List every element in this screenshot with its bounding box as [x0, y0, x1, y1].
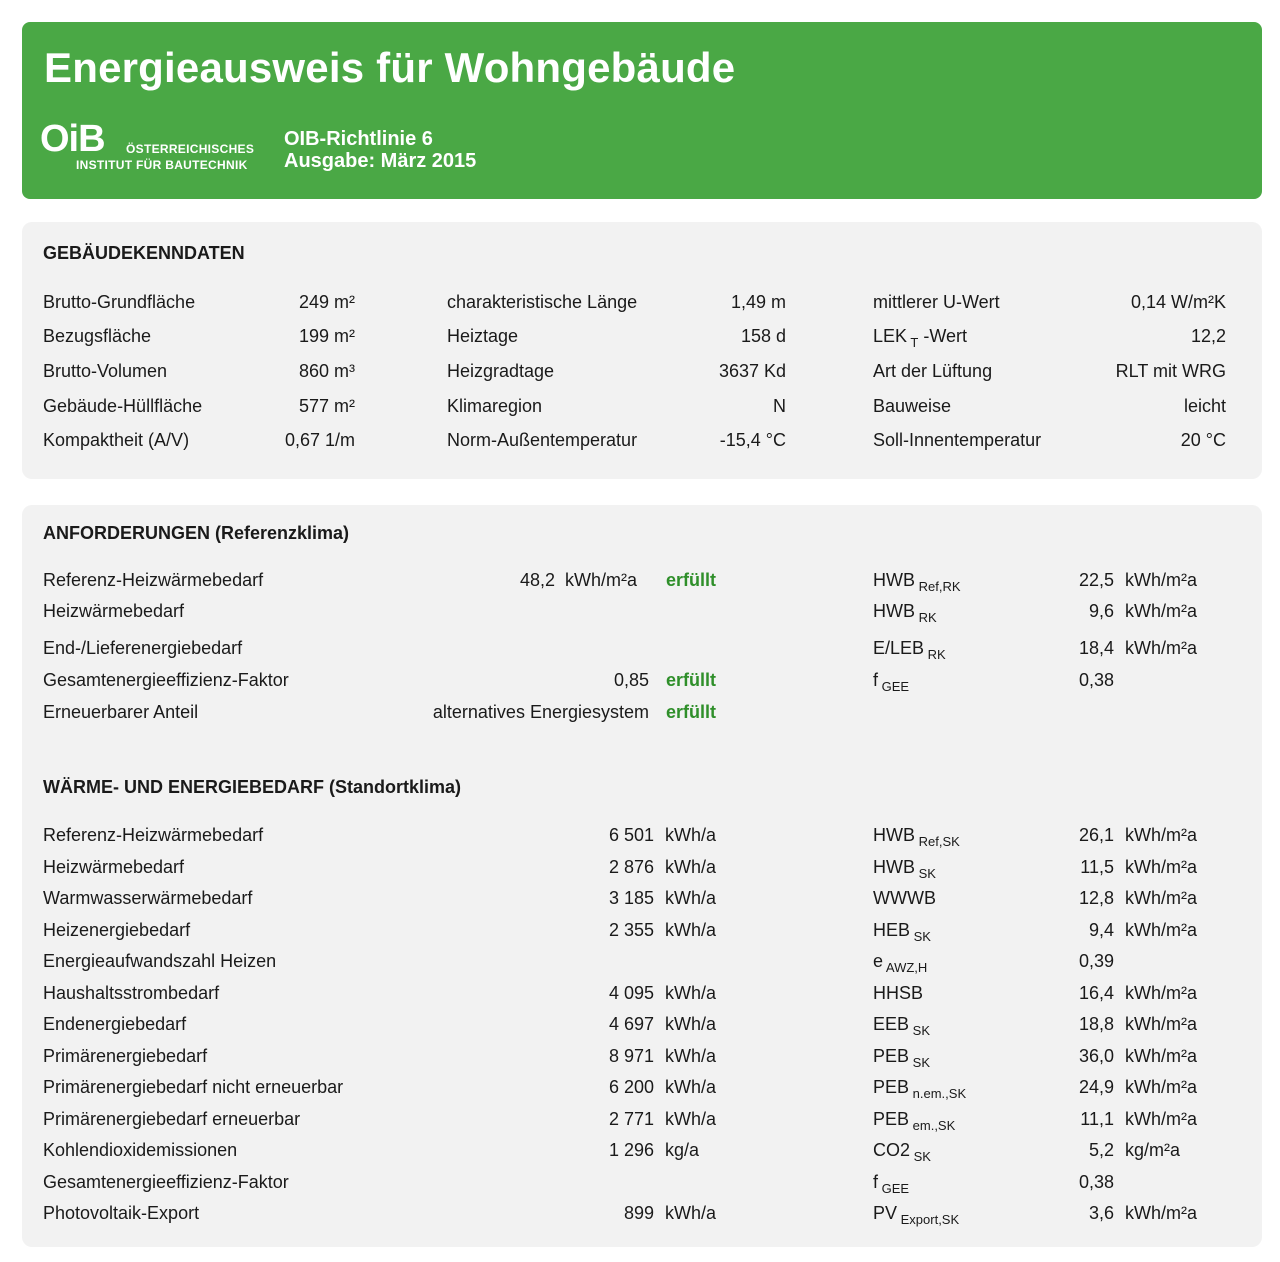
- demand-value: 4 697: [608, 1014, 654, 1034]
- demand-specific-unit: kWh/m²a: [1125, 857, 1197, 877]
- demand-value: 2 876: [608, 857, 654, 877]
- building-label: Heiztage: [447, 326, 519, 346]
- building-value: 199 m²: [298, 326, 355, 346]
- demand-specific-unit: kWh/m²a: [1125, 1046, 1197, 1066]
- demand-symbol: HHSB: [873, 983, 924, 1003]
- demand-specific-value: 24,9: [1078, 1077, 1114, 1097]
- demand-specific-unit: kWh/m²a: [1125, 825, 1197, 845]
- requirements-heading: ANFORDERUNGEN (Referenzklima): [43, 523, 350, 543]
- demand-label: Photovoltaik-Export: [43, 1203, 200, 1223]
- requirement-value: alternatives Energiesystem: [432, 702, 649, 722]
- demand-specific-value: 5,2: [1088, 1140, 1114, 1160]
- oib-logo-line2: INSTITUT FÜR BAUTECHNIK: [76, 158, 248, 172]
- demand-unit: kg/a: [665, 1140, 700, 1160]
- demand-value: 4 095: [608, 983, 654, 1003]
- demand-value: 6 200: [608, 1077, 654, 1097]
- requirement-ref-unit: kWh/m²a: [1125, 601, 1197, 621]
- building-label: Brutto-Volumen: [43, 361, 168, 381]
- header-banner: [22, 22, 1262, 199]
- demand-label: Warmwasserwärmebedarf: [43, 888, 253, 908]
- demand-specific-value: 3,6: [1088, 1203, 1114, 1223]
- requirement-ref-value: 0,38: [1078, 670, 1114, 690]
- demand-specific-unit: kWh/m²a: [1125, 1203, 1197, 1223]
- building-data-heading: GEBÄUDEKENNDATEN: [43, 243, 245, 263]
- guideline-edition: Ausgabe: März 2015: [284, 150, 477, 172]
- demand-label: Referenz-Heizwärmebedarf: [43, 825, 264, 845]
- demand-symbol: f $_{GEE}$: [873, 1172, 910, 1196]
- demand-symbol: WWWB: [873, 888, 936, 908]
- requirement-value: 0,85: [613, 670, 649, 690]
- demand-specific-unit: kWh/m²a: [1125, 1109, 1197, 1129]
- demand-heading: WÄRME- UND ENERGIEBEDARF (Standortklima): [43, 777, 462, 797]
- requirement-status: erfüllt: [666, 670, 717, 690]
- requirement-status: erfüllt: [666, 702, 717, 722]
- demand-specific-value: 9,4: [1088, 920, 1114, 940]
- demand-value: 2 771: [608, 1109, 654, 1129]
- demand-symbol: HEB $_{SK}$: [873, 920, 931, 944]
- demand-label: Gesamtenergieeffizienz-Faktor: [43, 1172, 289, 1192]
- demand-specific-value: 11,1: [1080, 1109, 1114, 1129]
- demand-label: Primärenergiebedarf nicht erneuerbar: [43, 1077, 344, 1097]
- demand-symbol: CO2 $_{SK}$: [873, 1140, 931, 1164]
- building-value: -15,4 °C: [719, 430, 786, 450]
- demand-label: Heizwärmebedarf: [43, 857, 185, 877]
- building-label: charakteristische Länge: [447, 292, 638, 312]
- demand-specific-value: 12,8: [1078, 888, 1114, 908]
- demand-unit: kWh/a: [665, 1014, 717, 1034]
- demand-symbol: PEB $_{SK}$: [873, 1046, 930, 1070]
- building-value: 158 d: [740, 326, 786, 346]
- requirement-ref-value: 18,4: [1078, 638, 1114, 658]
- requirement-label: Erneuerbarer Anteil: [43, 702, 199, 722]
- demand-label: Heizenergiebedarf: [43, 920, 191, 940]
- building-label: Heizgradtage: [447, 361, 555, 381]
- requirement-label: Gesamtenergieeffizienz-Faktor: [43, 670, 289, 690]
- demand-unit: kWh/a: [665, 1203, 717, 1223]
- requirement-symbol: f $_{GEE}$: [873, 670, 910, 694]
- demand-specific-value: 16,4: [1078, 983, 1114, 1003]
- building-value: 20 °C: [1180, 430, 1226, 450]
- demand-specific-unit: kWh/m²a: [1125, 920, 1197, 940]
- demand-symbol: PEB $_{em.,SK}$: [873, 1109, 956, 1133]
- demand-unit: kWh/a: [665, 1077, 717, 1097]
- oib-logo-mark: OiB: [40, 118, 105, 160]
- demand-unit: kWh/a: [665, 888, 717, 908]
- demand-symbol: PEB $_{n.em.,SK}$: [873, 1077, 967, 1101]
- requirement-symbol: HWB $_{Ref,RK}$: [873, 570, 961, 594]
- demand-label: Endenergiebedarf: [43, 1014, 187, 1034]
- demand-specific-unit: kg/m²a: [1125, 1140, 1181, 1160]
- requirement-ref-value: 9,6: [1088, 601, 1114, 621]
- building-value: RLT mit WRG: [1115, 361, 1226, 381]
- demand-symbol: e $_{AWZ,H}$: [873, 951, 928, 975]
- demand-specific-value: 36,0: [1078, 1046, 1114, 1066]
- building-label: LEK $_T$ -Wert: [873, 326, 968, 350]
- demand-label: Energieaufwandszahl Heizen: [43, 951, 277, 971]
- demand-specific-value: 0,38: [1078, 1172, 1114, 1192]
- requirement-label: End-/Lieferenergiebedarf: [43, 638, 243, 658]
- building-value: 12,2: [1190, 326, 1226, 346]
- requirement-ref-unit: kWh/m²a: [1125, 638, 1197, 658]
- building-label: Klimaregion: [447, 396, 543, 416]
- building-label: Bauweise: [873, 396, 952, 416]
- building-label: Soll-Innentemperatur: [873, 430, 1042, 450]
- demand-specific-value: 18,8: [1078, 1014, 1114, 1034]
- demand-specific-value: 26,1: [1078, 825, 1114, 845]
- demand-value: 1 296: [608, 1140, 654, 1160]
- building-label: Gebäude-Hüllfläche: [43, 396, 203, 416]
- building-value: 0,67 1/m: [284, 430, 355, 450]
- demand-symbol: EEB $_{SK}$: [873, 1014, 930, 1038]
- demand-unit: kWh/a: [665, 983, 717, 1003]
- requirement-label: Referenz-Heizwärmebedarf: [43, 570, 264, 590]
- demand-symbol: PV $_{Export,SK}$: [873, 1203, 960, 1227]
- oib-logo: [40, 120, 270, 176]
- requirement-status: erfüllt: [666, 570, 717, 590]
- demand-unit: kWh/a: [665, 857, 717, 877]
- building-value: 3637 Kd: [718, 361, 786, 381]
- demand-unit: kWh/a: [665, 1109, 717, 1129]
- building-label: Norm-Außentemperatur: [447, 430, 638, 450]
- building-value: 1,49 m: [730, 292, 786, 312]
- demand-unit: kWh/a: [665, 825, 717, 845]
- demand-specific-unit: kWh/m²a: [1125, 1077, 1197, 1097]
- requirement-unit: kWh/m²a: [565, 570, 637, 590]
- guideline-info: [284, 128, 476, 172]
- demand-value: 3 185: [608, 888, 654, 908]
- building-label: Bezugsfläche: [43, 326, 152, 346]
- requirement-symbol: E/LEB $_{RK}$: [873, 638, 946, 662]
- demand-specific-value: 0,39: [1078, 951, 1114, 971]
- building-label: Kompaktheit (A/V): [43, 430, 190, 450]
- requirement-value: 48,2: [519, 570, 555, 590]
- demand-value: 2 355: [608, 920, 654, 940]
- demand-specific-unit: kWh/m²a: [1125, 983, 1197, 1003]
- demand-symbol: HWB $_{SK}$: [873, 857, 936, 881]
- building-value: 249 m²: [298, 292, 355, 312]
- page-title: Energieausweis für Wohngebäude: [44, 44, 736, 91]
- building-value: N: [773, 396, 786, 416]
- demand-symbol: HWB $_{Ref,SK}$: [873, 825, 960, 849]
- demand-label: Kohlendioxidemissionen: [43, 1140, 238, 1160]
- requirement-ref-unit: kWh/m²a: [1125, 570, 1197, 590]
- building-data-panel: [22, 222, 1262, 479]
- demand-label: Haushaltsstrombedarf: [43, 983, 220, 1003]
- demand-specific-unit: kWh/m²a: [1125, 888, 1197, 908]
- oib-logo-line1: ÖSTERREICHISCHES: [126, 142, 255, 156]
- demand-label: Primärenergiebedarf erneuerbar: [43, 1109, 301, 1129]
- demand-label: Primärenergiebedarf: [43, 1046, 208, 1066]
- building-value: 0,14 W/m²K: [1130, 292, 1226, 312]
- requirement-symbol: HWB $_{RK}$: [873, 601, 937, 625]
- building-label: Brutto-Grundfläche: [43, 292, 196, 312]
- requirement-label: Heizwärmebedarf: [43, 601, 185, 621]
- building-value: 577 m²: [298, 396, 355, 416]
- building-value: leicht: [1183, 396, 1226, 416]
- demand-value: 6 501: [608, 825, 654, 845]
- demand-unit: kWh/a: [665, 1046, 717, 1066]
- building-label: Art der Lüftung: [873, 361, 993, 381]
- demand-specific-unit: kWh/m²a: [1125, 1014, 1197, 1034]
- demand-value: 899: [623, 1203, 654, 1223]
- building-value: 860 m³: [298, 361, 355, 381]
- guideline-name: OIB-Richtlinie 6: [284, 128, 433, 150]
- demand-unit: kWh/a: [665, 920, 717, 940]
- demand-value: 8 971: [608, 1046, 654, 1066]
- requirements-panel: [22, 505, 1262, 1247]
- requirement-ref-value: 22,5: [1078, 570, 1114, 590]
- building-label: mittlerer U-Wert: [873, 292, 1000, 312]
- demand-specific-value: 11,5: [1080, 857, 1114, 877]
